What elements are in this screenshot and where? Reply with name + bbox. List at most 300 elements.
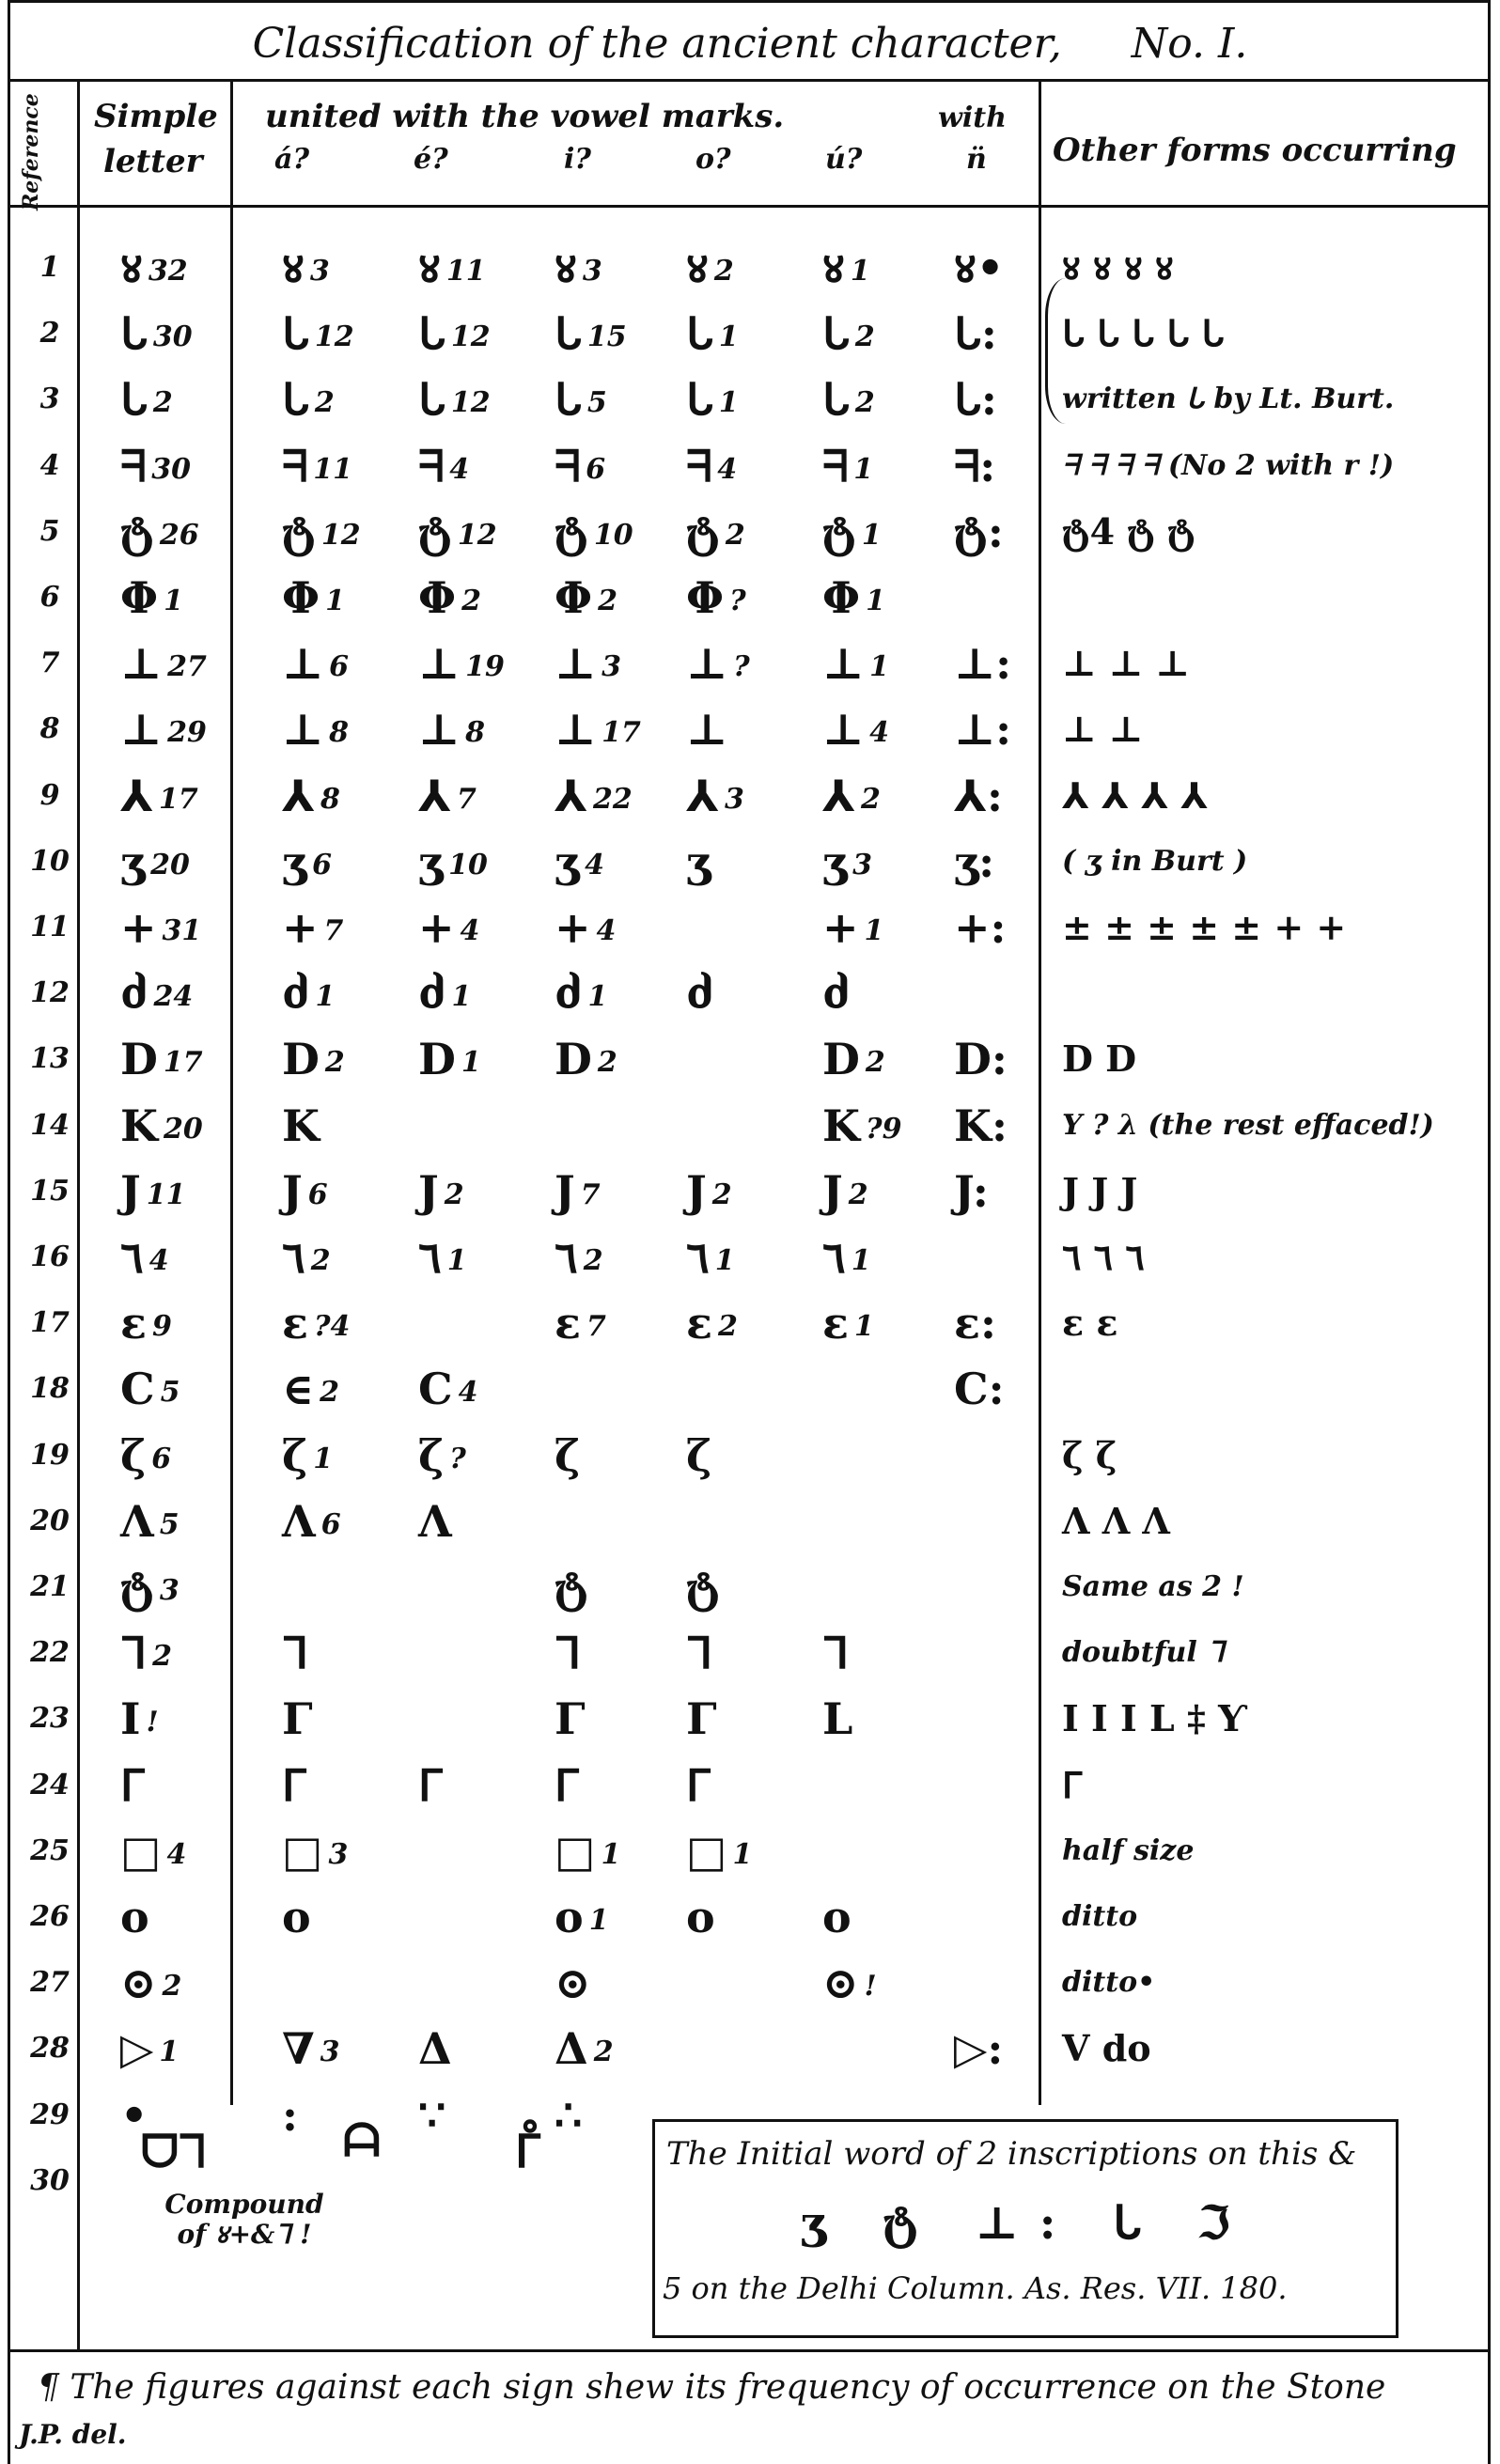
- glyph-o: ζ: [686, 1430, 712, 1481]
- glyph-u: J: [822, 1166, 843, 1217]
- count-simple: 11: [146, 1178, 186, 1211]
- cell-a: [282, 1620, 314, 1690]
- cell-e: [418, 829, 488, 898]
- glyph-i: ᒐ: [555, 308, 582, 359]
- row-reference: 27: [30, 1966, 70, 1999]
- cell-e: [418, 235, 486, 304]
- cell-with-n: ᒐ:: [954, 374, 997, 425]
- glyph-u: ⊙: [822, 1957, 859, 2008]
- other-forms: Λ Λ Λ: [1062, 1500, 1170, 1542]
- other-forms: ± ± ± ± ± + +: [1062, 906, 1347, 948]
- cell-a: [282, 1884, 317, 1954]
- count-o: 2: [717, 1310, 738, 1343]
- count-o: 2: [711, 1178, 732, 1211]
- artist-signature: J.P. del.: [19, 2419, 127, 2450]
- glyph-simple: ᖷ: [120, 441, 147, 491]
- glyph-i: ٦: [555, 1232, 578, 1283]
- count-a: 2: [310, 1244, 331, 1277]
- compound-symbol-1: ᗜᒣ: [141, 2126, 206, 2178]
- glyph-e: ᖷ: [418, 441, 445, 491]
- glyph-a: ζ: [282, 1430, 308, 1481]
- glyph-u: ⅄: [822, 771, 855, 821]
- glyph-u: K: [822, 1100, 860, 1151]
- cell-simple: [120, 1423, 171, 1492]
- count-simple: 2: [162, 1970, 182, 2003]
- glyph-simple: ⊥: [120, 704, 163, 755]
- cell-u: [822, 631, 889, 700]
- glyph-o: ⊥: [686, 704, 728, 755]
- table-row: [0, 1093, 1500, 1159]
- glyph-e: Δ: [418, 2023, 452, 2074]
- other-forms: ४ ४ ४ ४: [1062, 246, 1174, 289]
- cell-simple: [120, 1093, 203, 1162]
- count-a: ?4: [313, 1310, 351, 1343]
- cell-o: [686, 763, 744, 833]
- other-forms-header: Other forms occurring: [1053, 132, 1457, 169]
- count-e: 19: [465, 650, 505, 683]
- cell-a: [282, 1753, 312, 1822]
- row-reference: 11: [30, 911, 70, 943]
- glyph-u: ⊥: [822, 704, 865, 755]
- glyph-i: ᖷ: [555, 441, 581, 491]
- table-row: [0, 1159, 1500, 1224]
- cell-simple: [120, 1159, 186, 1228]
- count-e: 1: [451, 980, 472, 1013]
- glyph-o: ᒥ: [686, 1760, 711, 1811]
- cell-simple: [120, 763, 198, 833]
- cell-simple: [120, 631, 207, 700]
- table-row: [0, 433, 1500, 499]
- cell-e: [418, 1423, 466, 1492]
- row-reference: 10: [30, 845, 70, 878]
- glyph-simple: D: [120, 1034, 158, 1084]
- glyph-a: ᒣ: [282, 1628, 309, 1678]
- cell-a: [282, 499, 361, 569]
- count-i: 5: [586, 386, 607, 419]
- count-o: 1: [718, 320, 739, 353]
- cell-a: [282, 763, 340, 833]
- glyph-simple: •: [120, 2090, 148, 2141]
- inset-glyphs: ʒ ტ ⊥: ᒐ ℑ: [800, 2197, 1251, 2250]
- count-simple: 5: [160, 1376, 180, 1409]
- plate-number: No. I.: [1131, 20, 1248, 68]
- cell-a: [282, 631, 349, 700]
- cell-with-n: +:: [954, 902, 1007, 953]
- cell-a: [282, 1818, 348, 1888]
- glyph-simple: C: [120, 1364, 155, 1414]
- glyph-i: ζ: [555, 1430, 581, 1481]
- glyph-e: ᒐ: [418, 374, 445, 425]
- cell-i: [555, 696, 641, 766]
- row-reference: 28: [30, 2032, 70, 2065]
- count-u: !: [864, 1970, 877, 2003]
- cell-simple: [120, 1026, 203, 1096]
- row-reference: 25: [30, 1834, 70, 1867]
- cell-e: [418, 1753, 448, 1822]
- cell-o: [686, 2016, 692, 2085]
- cell-o: [686, 1159, 732, 1228]
- glyph-a: D: [282, 1034, 320, 1084]
- cell-with-n: ⊥:: [954, 704, 1012, 755]
- count-o: 2: [713, 255, 734, 288]
- glyph-i: ᒥ: [555, 1760, 579, 1811]
- count-e: 2: [461, 585, 481, 617]
- count-simple: 3: [159, 1574, 180, 1607]
- count-i: 2: [583, 1244, 603, 1277]
- count-o: 1: [718, 386, 739, 419]
- cell-simple: [120, 565, 183, 634]
- glyph-a: ᒐ: [282, 374, 309, 425]
- other-forms: ⊥ ⊥: [1062, 708, 1144, 750]
- cell-a: [282, 366, 335, 436]
- glyph-u: ძ: [822, 968, 851, 1019]
- row-reference: 6: [39, 581, 60, 614]
- count-u: 1: [850, 255, 870, 288]
- count-a: 6: [329, 650, 350, 683]
- glyph-e: ∵: [418, 2090, 446, 2141]
- count-u: 1: [851, 1244, 871, 1277]
- glyph-a: ∈: [282, 1364, 315, 1414]
- count-a: 11: [313, 453, 352, 486]
- glyph-i: ε: [555, 1298, 581, 1349]
- count-a: 8: [320, 783, 340, 816]
- cell-o: [686, 499, 745, 569]
- glyph-i: Φ: [555, 572, 593, 623]
- cell-simple: [120, 2016, 179, 2085]
- row-reference: 18: [30, 1372, 70, 1405]
- cell-u: [822, 696, 889, 766]
- glyph-o: ⅄: [686, 771, 719, 821]
- cell-u: [822, 1620, 854, 1690]
- count-a: 6: [307, 1178, 328, 1211]
- cell-u: [822, 1818, 828, 1888]
- cell-with-n: ᖷ:: [954, 441, 996, 491]
- cell-u: [822, 1290, 874, 1360]
- cell-o: [686, 1356, 692, 1426]
- table-row: [0, 565, 1500, 631]
- row-reference: 4: [39, 449, 60, 482]
- cell-i: [555, 565, 617, 634]
- glyph-a: ⊥: [282, 704, 324, 755]
- row-reference: 16: [30, 1240, 70, 1273]
- glyph-u: ტ: [822, 507, 856, 557]
- other-forms: ტ4 ტ ტ: [1062, 510, 1195, 553]
- cell-i: [555, 2082, 587, 2152]
- cell-e: [418, 763, 477, 833]
- count-i: 7: [580, 1178, 601, 1211]
- cell-a: [282, 829, 332, 898]
- count-simple: 9: [151, 1310, 172, 1343]
- cell-simple: [120, 499, 199, 569]
- cell-o: [686, 1753, 716, 1822]
- cell-e: [418, 1093, 424, 1162]
- glyph-e: ⊥: [418, 638, 461, 689]
- count-simple: 1: [164, 585, 183, 617]
- count-o: 3: [724, 783, 744, 816]
- glyph-o: o: [686, 1892, 715, 1942]
- count-i: 6: [586, 453, 606, 486]
- cell-o: [686, 565, 746, 634]
- table-row: [0, 696, 1500, 762]
- glyph-i: ᒣ: [555, 1628, 582, 1678]
- vowel-o-header: o?: [695, 143, 731, 176]
- table-row: [0, 1356, 1500, 1422]
- other-forms: ε ε: [1062, 1302, 1118, 1344]
- cell-with-n: K:: [954, 1100, 1008, 1151]
- glyph-u: +: [822, 902, 859, 953]
- glyph-i: ⅄: [555, 771, 587, 821]
- cell-e: [418, 2148, 424, 2218]
- count-i: 2: [598, 585, 617, 617]
- cell-i: [555, 1753, 585, 1822]
- cell-simple: [120, 1884, 155, 1954]
- cell-u: [822, 1423, 828, 1492]
- count-simple: 26: [159, 519, 199, 552]
- cell-i: [555, 1026, 617, 1096]
- glyph-a: Γ: [282, 1693, 313, 1744]
- count-a: 3: [309, 255, 330, 288]
- row-reference: 26: [30, 1900, 70, 1933]
- count-simple: 20: [150, 849, 190, 881]
- vowel-i-header: i?: [564, 143, 591, 176]
- other-forms: ditto: [1062, 1900, 1138, 1933]
- count-u: 1: [864, 914, 884, 947]
- other-forms: Y ? λ (the rest effaced!): [1062, 1109, 1434, 1142]
- cell-o: [686, 1026, 692, 1096]
- glyph-simple: ᒐ: [120, 374, 148, 425]
- cell-simple: [120, 1620, 172, 1690]
- count-i: 3: [602, 650, 622, 683]
- glyph-simple: ტ: [120, 1562, 154, 1613]
- cell-simple: [120, 366, 173, 436]
- other-forms: ( ʒ in Burt ): [1062, 845, 1248, 878]
- glyph-a: ⅄: [282, 771, 315, 821]
- count-simple: 29: [167, 716, 207, 749]
- table-row: [0, 763, 1500, 829]
- glyph-o: ʒ: [686, 836, 711, 887]
- table-row: [0, 1489, 1500, 1554]
- count-u: 4: [869, 716, 890, 749]
- with-header: with: [938, 101, 1007, 134]
- cell-i: [555, 2148, 560, 2218]
- cell-e: [418, 1159, 464, 1228]
- cell-simple: [120, 696, 207, 766]
- cell-simple: [120, 235, 188, 304]
- cell-with-n: ▷:: [954, 2023, 1004, 2074]
- count-u: 3: [852, 849, 872, 881]
- glyph-a: Λ: [282, 1496, 316, 1547]
- count-i: 4: [596, 914, 617, 947]
- count-e: 12: [450, 320, 491, 353]
- cell-with-n: ᒐ:: [954, 308, 997, 359]
- table-row: [0, 829, 1500, 895]
- glyph-i: ⊥: [555, 638, 597, 689]
- glyph-u: ٦: [822, 1232, 846, 1283]
- count-simple: 32: [148, 255, 188, 288]
- glyph-simple: Φ: [120, 572, 159, 623]
- row-reference: 14: [30, 1109, 70, 1142]
- cell-e: [418, 499, 497, 569]
- cell-simple: [120, 960, 193, 1030]
- row-reference: 23: [30, 1702, 70, 1735]
- glyph-e: ʒ: [418, 836, 444, 887]
- row-2-3-brace: [1045, 278, 1070, 424]
- cell-i: [555, 366, 607, 436]
- cell-e: [418, 1554, 424, 1624]
- count-simple: 27: [167, 650, 207, 683]
- cell-u: [822, 1686, 858, 1755]
- glyph-e: ტ: [418, 507, 452, 557]
- cell-u: [822, 829, 872, 898]
- count-i: 2: [593, 2035, 614, 2068]
- count-e: 8: [465, 716, 486, 749]
- table-row: [0, 1554, 1500, 1620]
- cell-u: [822, 1093, 901, 1162]
- glyph-a: K: [282, 1100, 320, 1151]
- glyph-simple: ζ: [120, 1430, 147, 1481]
- cell-u: [822, 1554, 828, 1624]
- cell-e: [418, 1950, 424, 2020]
- row-reference: 19: [30, 1439, 70, 1472]
- compound-note-line1: Compound: [164, 2189, 324, 2220]
- other-forms: J J J: [1062, 1170, 1138, 1212]
- glyph-simple: ⊥: [120, 638, 163, 689]
- count-i: 2: [597, 1046, 617, 1079]
- cell-a: [282, 1026, 345, 1096]
- cell-e: [418, 1290, 424, 1360]
- cell-simple: [120, 1356, 180, 1426]
- cell-a: [282, 433, 352, 503]
- row-reference: 17: [30, 1306, 70, 1339]
- glyph-e: ᒥ: [418, 1760, 443, 1811]
- cell-i: [555, 1686, 591, 1755]
- count-e: 1: [446, 1244, 467, 1277]
- count-simple: 2: [152, 386, 173, 419]
- glyph-a: o: [282, 1892, 311, 1942]
- cell-e: [418, 366, 491, 436]
- count-e: 4: [449, 453, 470, 486]
- bottom-rule: [8, 2349, 1491, 2352]
- glyph-simple: ४: [120, 242, 143, 293]
- count-i: 7: [586, 1310, 606, 1343]
- count-i: 1: [588, 1904, 609, 1937]
- table-row: [0, 1224, 1500, 1290]
- title-text: Classification of the ancient character,: [252, 20, 1062, 68]
- glyph-o: ტ: [686, 507, 720, 557]
- glyph-o: ४: [686, 242, 709, 293]
- count-i: 15: [586, 320, 627, 353]
- glyph-e: J: [418, 1166, 439, 1217]
- count-a: 2: [320, 1376, 339, 1409]
- count-a: 2: [314, 386, 335, 419]
- count-u: 2: [860, 783, 881, 816]
- cell-a: [282, 1554, 288, 1624]
- cell-o: [686, 1489, 692, 1558]
- count-simple: 1: [159, 2035, 180, 2068]
- other-forms: I I I L ‡ Ƴ: [1062, 1697, 1244, 1739]
- glyph-u: ᒐ: [822, 308, 850, 359]
- cell-a: [282, 565, 345, 634]
- count-u: 2: [865, 1046, 885, 1079]
- count-e: 11: [445, 255, 486, 288]
- cell-a: [282, 1224, 331, 1294]
- cell-simple: [120, 1818, 186, 1888]
- plate-title: [0, 11, 1500, 77]
- count-i: 4: [585, 849, 604, 881]
- cell-with-n: J:: [954, 1166, 989, 1217]
- glyph-a: ٦: [282, 1232, 305, 1283]
- cell-e: [418, 696, 485, 766]
- glyph-o: Γ: [686, 1693, 717, 1744]
- cell-a: [282, 1356, 339, 1426]
- cell-e: [418, 1686, 424, 1755]
- count-o: 2: [725, 519, 745, 552]
- row-reference: 2: [39, 317, 60, 350]
- count-simple: 30: [151, 453, 191, 486]
- glyph-simple: ᒥ: [120, 1760, 145, 1811]
- glyph-simple: ε: [120, 1298, 147, 1349]
- cell-i: [555, 1884, 609, 1954]
- inscription-inset: [652, 2119, 1398, 2338]
- vowel-a-header: á?: [274, 143, 310, 176]
- table-row: [0, 301, 1500, 366]
- cell-i: [555, 895, 616, 964]
- count-a: 1: [313, 1443, 334, 1475]
- compound-note-line2: of ४+&ᒣ !: [177, 2219, 312, 2250]
- cell-i: [555, 1356, 560, 1426]
- cell-u: [822, 301, 875, 370]
- count-simple: 6: [151, 1443, 172, 1475]
- cell-a: [282, 1489, 341, 1558]
- cell-i: [555, 1290, 606, 1360]
- row-reference: 29: [30, 2098, 70, 2131]
- cell-i: [555, 829, 604, 898]
- cell-simple: [120, 1224, 169, 1294]
- glyph-simple: +: [120, 902, 157, 953]
- cell-u: [822, 1489, 828, 1558]
- cell-simple: [120, 301, 193, 370]
- count-o: 1: [714, 1244, 735, 1277]
- cell-i: [555, 235, 602, 304]
- count-o: ?: [729, 585, 746, 617]
- compound-symbol-2: ᗩ: [343, 2114, 381, 2167]
- cell-i: [555, 1620, 586, 1690]
- cell-u: [822, 235, 870, 304]
- vowel-u-header: ú?: [825, 143, 863, 176]
- cell-i: [555, 1159, 601, 1228]
- cell-i: [555, 2016, 614, 2085]
- cell-a: [282, 2082, 304, 2152]
- cell-e: [418, 1884, 424, 1954]
- cell-e: [418, 2082, 451, 2152]
- count-e: 12: [450, 386, 491, 419]
- other-forms: ٦ ٦ ٦: [1062, 1236, 1145, 1278]
- table-row: [0, 366, 1500, 432]
- cell-simple: [120, 1686, 159, 1755]
- glyph-o: ᒐ: [686, 308, 713, 359]
- glyph-a: ᖷ: [282, 441, 308, 491]
- glyph-simple: ᒐ: [120, 308, 148, 359]
- glyph-i: +: [555, 902, 591, 953]
- glyph-i: ʒ: [555, 836, 580, 887]
- glyph-u: ⊥: [822, 638, 865, 689]
- table-row: [0, 1423, 1500, 1489]
- other-forms: half size: [1062, 1834, 1195, 1867]
- glyph-u: ᒣ: [822, 1628, 850, 1678]
- glyph-e: ४: [418, 242, 441, 293]
- glyph-simple: ტ: [120, 507, 154, 557]
- cell-o: [686, 696, 733, 766]
